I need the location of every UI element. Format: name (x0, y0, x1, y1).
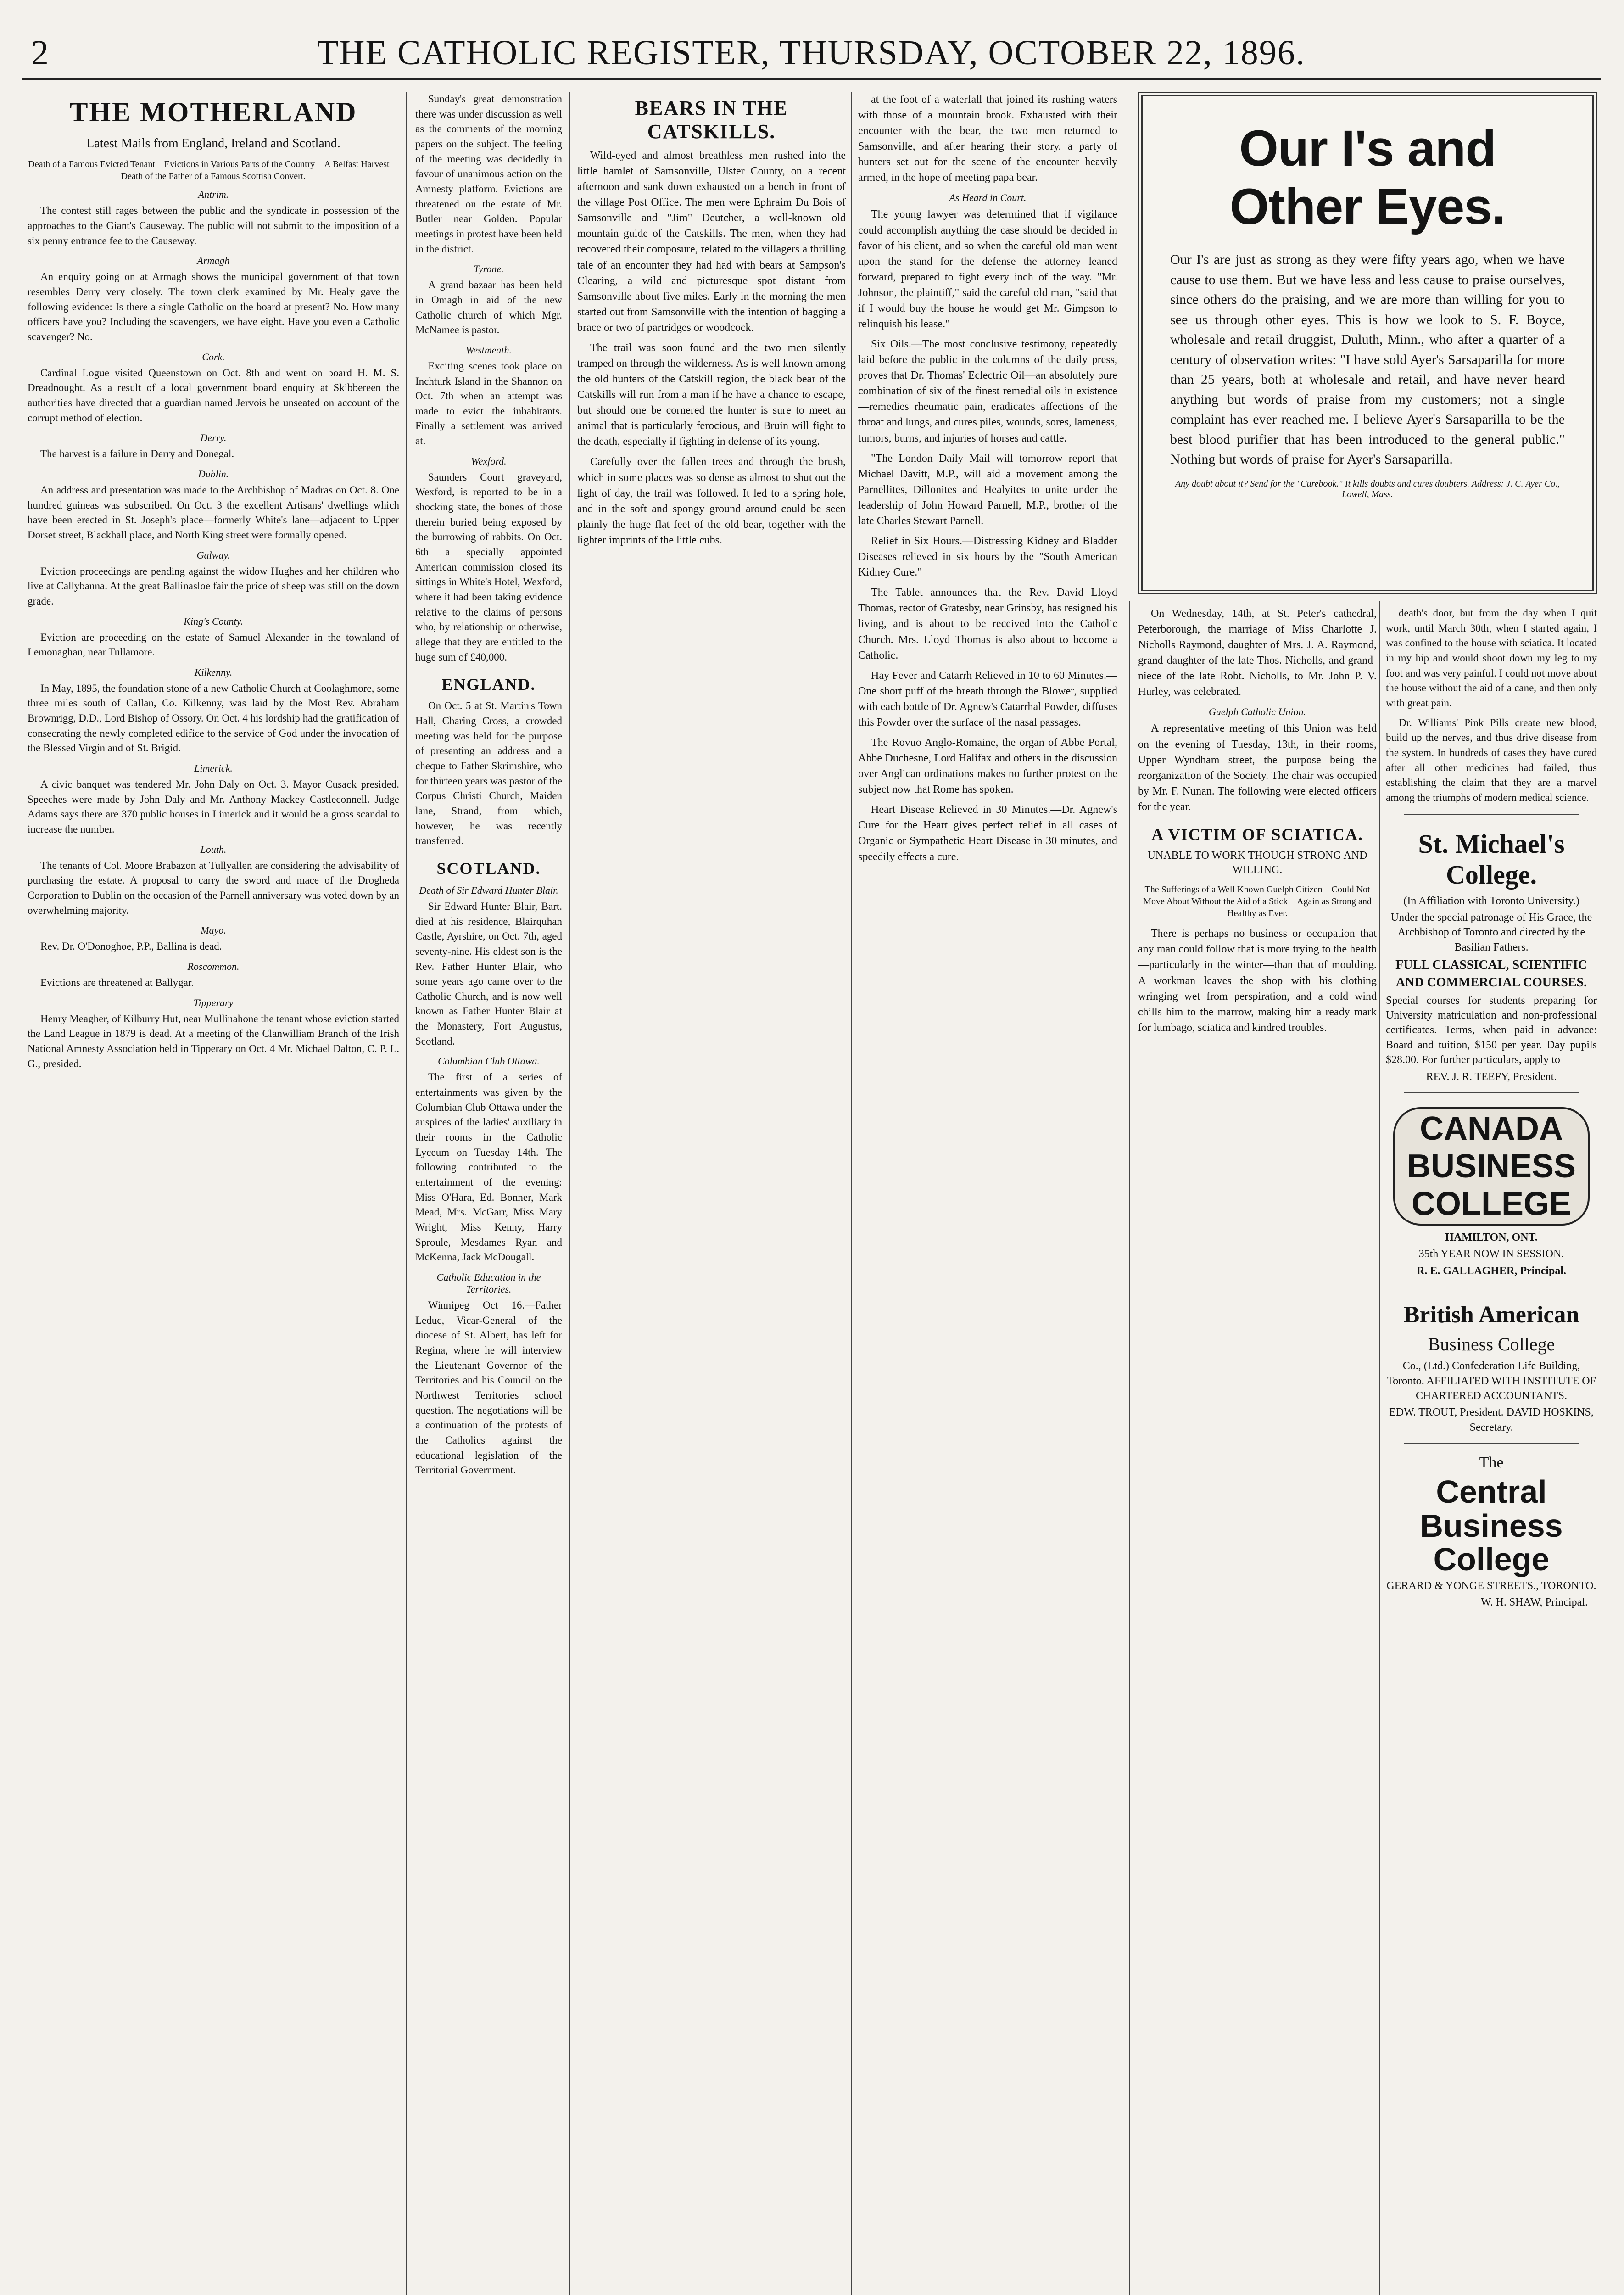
central-address: GERARD & YONGE STREETS., TORONTO. (1386, 1579, 1596, 1592)
masthead (22, 28, 1601, 80)
bears-heading: BEARS IN THE CATSKILLS. (635, 97, 788, 143)
st-michaels-patronage: Under the special patronage of His Grace, the Archbishop of Toronto and directed by the Basilian Fathers. (1390, 911, 1592, 953)
section-text: Rev. Dr. O'Donoghoe, P.P., Ballina is dead. (40, 940, 222, 952)
section-place: Limerick. (194, 762, 233, 774)
motherland-deck: Latest Mails from England, Ireland and Scotland. (86, 136, 340, 151)
union-text: A representative meeting of this Union was held on the evening of Tuesday, 13th, in their rooms, Upper Wyndham street, the purpose being the reorganization of the Society. The chair was occupied by Mr. F. Nunan. The following were elected officers for the year. (1138, 722, 1377, 813)
canada-year: 35th YEAR NOW IN SESSION. (1418, 1248, 1564, 1260)
territories-subhead: Catholic Education in the Territories. (436, 1271, 541, 1295)
scotland-subhead: Death of Sir Edward Hunter Blair. (419, 884, 558, 896)
section-text: The contest still rages between the public and the syndicate in possession of the approaches to the Giant's Causeway. The public will not submit to the imposition of a six penny entrance fee to the Causeway. (28, 205, 399, 246)
hay-text: Hay Fever and Catarrh Relieved in 10 to 60 Minutes.—One short puff of the breath through the Blower, supplied with each bottle of Dr. Agnew's Catarrhal Powder, diffuses this Powder over the surface of the nasal passages. (858, 669, 1117, 728)
england-text: On Oct. 5 at St. Martin's Town Hall, Charing Cross, a crowded meeting was held for the purpose of presenting an address and a cheque to Father Skrimshire, who for thirteen years was pastor of the Corpus Christi Church, Maiden lane, Strand, from which, however, he was recently transferred. (415, 700, 562, 847)
section-text: In May, 1895, the foundation stone of a new Catholic Church at Coolaghmore, some three miles south of Callan, Co. Kilkenny, was laid by the Most Rev. Abraham Brownrigg, D.D., Lord Bishop of Ossory. On Oct. 4 his lordship had the gratification of consecrating the newly completed edifice to the service of God under the invocation of the Blessed Virgin and of St. Brigid. (28, 682, 399, 754)
st-michaels-terms: Special courses for students preparing for University matriculation and non-professional certificates. Terms, when paid in advance: Board and tuition, $150 per year. Day pupils $28.00. For further particulars, apply to (1386, 994, 1597, 1066)
section-place: Tipperary (193, 996, 234, 1008)
england-heading: ENGLAND. (441, 675, 536, 694)
ayer-advertisement (1138, 92, 1597, 594)
court-subhead: As Heard in Court. (949, 192, 1027, 204)
wedding-text: On Wednesday, 14th, at St. Peter's cathedral, Peterborough, the marriage of Miss Charlotte J. Nicholls Raymond, daughter of Mrs. J. A. Raymond, grand-daughter of the late Thos. Nicholls, and grand-niece of the late Robt. Nicholls, to Mr. John P. V. Hurley, was celebrated. (1138, 608, 1377, 698)
bears-text: Wild-eyed and almost breathless men rushed into the little hamlet of Samsonville, Ulster County, on a recent afternoon and sank down exhausted on a bench in front of the village Post Office. The men were Ephraim Du Bois of Samsonville and "Jim" Deutcher, a well-known old mountain guide of the Catskills. The men, when they had recovered their composure, related to the villagers a thrilling tale of an encounter they had had with bears at Sampson's Clearing, a wild and picturesque spot distant from Samsonville about five miles. Early in the morning the men started out from Samsonville with the intention of bagging a brace or two of partridges or woodcock. (577, 150, 846, 334)
divider (1404, 1092, 1579, 1093)
british-american-ad (1386, 1301, 1597, 1435)
col2-sections (415, 263, 562, 665)
column-rule (1379, 601, 1380, 2295)
bears-text: The trail was soon found and the two men silently tramped on through the wilderness. As is well known among the old hunters of the Catskill region, the black bear of the Catskills will run from a man if he have a chance to escape, but should one be cornered the hunter is sure to meet an animal that is particularly ferocious, and Bruin will fight to the death, especially if fighting in defense of its young. (577, 341, 846, 448)
victim-heading: A VICTIM OF SCIATICA. (1151, 825, 1363, 844)
british-american-title: British American (1403, 1302, 1579, 1328)
oils-text: Six Oils.—The most conclusive testimony, repeatedly laid before the public in the columns of the daily press, proves that Dr. Thomas' Eclectric Oil—an absolutely pure combination of six of the finest remedial oils in existence—remedies rheumatic pain, eradicates affections of the throat and lungs, and cures piles, wounds, sores, lameness, tumors, burns, and injuries of horses and cattle. (858, 338, 1117, 444)
section-place: Antrim. (198, 189, 229, 201)
section-text: Eviction proceedings are pending against the widow Hughes and her children who live at Callybanna. At the great Ballinasloe fair the price of sheep was still on the down grade. (28, 565, 399, 607)
bears-column (577, 92, 846, 2295)
article-text: Sunday's great demonstration there was under discussion as well as the comments of the morning papers on the subject. The feeling of the meeting was decidedly in favour of unanimous action on the Amnesty platform. Evictions are threatened on the estate of Mr. Butler near Golden. Popular meetings in protest have been held in the district. (415, 93, 562, 255)
section-place: Galway. (196, 549, 230, 561)
scotland-heading: SCOTLAND. (436, 859, 541, 878)
section-place: Derry. (200, 432, 227, 444)
canada-business-college-ad (1386, 1107, 1597, 1278)
bears-continued: at the foot of a waterfall that joined its rushing waters with those of a mountain brook. Exhausted with their encounter with the bear, the two men returned to Samsonville, and after hearing their story, a party of hunters set out for the scene of the encounter heavily armed, in the hope of meeting papa bear. (858, 94, 1117, 184)
central-the: The (1479, 1454, 1504, 1472)
british-american-subtitle: Business College (1428, 1334, 1555, 1355)
territories-text: Winnipeg Oct 16.—Father Leduc, Vicar-General of the diocese of St. Albert, has left for Regina, where he will interview the Lieutenant Governor of the Territories and his Council on the Northwest Territories school question. The negotiations will be a continuation of the protests of the Catholics against the educational legislation of the Territorial Government. (415, 1299, 562, 1476)
column-rule (851, 92, 852, 2295)
pinkpills-text: Dr. Williams' Pink Pills create new blood, build up the nerves, and thus drive disease from the system. In hundreds of cases they have cured after all other medicines had failed, thus establishing the claim that they are a marvel among the triumphs of modern medical science. (1386, 716, 1597, 803)
canada-business-college-logo: CANADA BUSINESS COLLEGE (1393, 1107, 1590, 1226)
section-place: Tyrone. (474, 263, 504, 275)
section-text: The harvest is a failure in Derry and Donegal. (40, 448, 234, 460)
st-michaels-signature: REV. J. R. TEEFY, President. (1426, 1070, 1557, 1083)
section-text: Evictions are threatened at Ballygar. (40, 977, 194, 989)
motherland-summary: Death of a Famous Evicted Tenant—Evictions in Various Parts of the Country—A Belfast Harvest—Death of the Father of a Famous Scottish Convert. (28, 159, 399, 182)
section-place: Cork. (202, 351, 225, 363)
section-text: An address and presentation was made to the Archbishop of Madras on Oct. 8. One hundred guineas was subscribed. On Oct. 3 the excellent Artisans' dwellings which have been erected in St. Joseph's place—formerly White's lane—adjacent to Upper Dorset street, Blackhall place, and North King street were formally opened. (28, 484, 399, 541)
testimony-text: death's door, but from the day when I quit work, until March 30th, when I started again, I was confined to the house with sciatica. It located in my hip and would shoot down my leg to my foot and was very painful. I could not move about the house without the aid of a cane, and then only with great pain. (1386, 607, 1597, 709)
section-text: A civic banquet was tendered Mr. John Daly on Oct. 3. Mayor Cusack presided. Speeches were made by John Daly and Mr. Anthony Mackey Castleconnell. Judge Adams says there are 370 public houses in Limerick and it would be a gross scandal to increase the number. (28, 778, 399, 835)
section-place: Wexford. (471, 455, 507, 467)
news-column-2 (415, 92, 562, 2295)
news-column-5 (1138, 606, 1377, 2295)
canada-signature: R. E. GALLAGHER, Principal. (1416, 1265, 1567, 1277)
motherland-heading: THE MOTHERLAND (69, 97, 357, 127)
scotland-text: Sir Edward Hunter Blair, Bart. died at his residence, Blairquhan Castle, Ayrshire, on Oct. 7th, aged seventy-nine. His eldest son is the Rev. Father Hunter Blair, who some years ago came over to the Catholic Church, and is now well known as Father Hunter Blair at the Monastery, Fort Augustus, Scotland. (415, 900, 562, 1047)
british-american-line: Co., (Ltd.) Confederation Life Building, Toronto. AFFILIATED WITH INSTITUTE OF CHARTERED ACCOUNTANTS. (1387, 1360, 1596, 1402)
mail-text: "The London Daily Mail will tomorrow report that Michael Davitt, M.P., will aid a movement among the Parnellites, Dillonites and Healyites to unite under the leadership of John Howard Parnell, M.P., brother of the late Charles Stewart Parnell. (858, 452, 1117, 527)
news-column-6 (1386, 606, 1597, 2295)
section-text: The tenants of Col. Moore Brabazon at Tullyallen are considering the advisability of purchasing the estate. A proposal to carry the sword and mace of the Drogheda Corporation to Dublin on the occasion of the Parnell anniversary was voted down by an overwhelming majority. (28, 859, 399, 916)
ad-footer: Any doubt about it? Send for the "Curebook." It kills doubts and cures doubters. Address: J. C. Ayer Co., Lowell, Mass. (1175, 478, 1560, 499)
ad-body: Our I's are just as strong as they were fifty years ago, when we have cause to use them. But we have less and less cause to praise ourselves, since others do the praising, and we are more than willing for you to see us through other eyes. This is how we look to S. F. Boyce, wholesale and retail druggist, Duluth, Minn., who after a quarter of a century of observation writes: "I have sold Ayer's Sarsaparilla for more than 25 years, both at wholesale and retail, and have never heard anything but words of praise from my customers; not a single complaint has ever reached me. I believe Ayer's Sarsaparilla to be the best blood purifier that has been introduced to the general public." Nothing but words of praise for Ayer's Sarsaparilla. (1170, 252, 1565, 467)
revue-text: The Rovuo Anglo-Romaine, the organ of Abbe Portal, Abbe Duchesne, Lord Halifax and others in the discussion over Anglican ordinations makes no further protest on the subject now that Rome has spoken. (858, 736, 1117, 796)
union-subhead: Guelph Catholic Union. (1208, 706, 1306, 718)
section-place: King's County. (184, 615, 243, 627)
st-michaels-ad (1386, 828, 1597, 1085)
victim-subhead: The Sufferings of a Well Known Guelph Citizen—Could Not Move About Without the Aid of a Stick—Again as Strong and Healthy as Ever. (1143, 884, 1372, 919)
news-column-4 (858, 92, 1117, 2295)
st-michaels-title: St. Michael's College. (1418, 828, 1565, 890)
section-text: Saunders Court graveyard, Wexford, is reported to be in a shocking state, the bones of those therein buried being exposed by the burrowing of rabbits. On Oct. 6th a specially appointed American commission closed its sittings in White's Hotel, Wexford, where it had been taking evidence relative to the claims of persons who, by relationship or otherwise, allege that they are entitled to the huge sum of £40,000. (415, 471, 562, 663)
section-place: Westmeath. (465, 344, 512, 356)
court-text: The young lawyer was determined that if vigilance could accomplish anything the case should be decided in favor of his client, and so when the careful old man went upon the stand for the defense the attorney leaned forward, prepared to fight every inch of the way. "Mr. Johnson, the plaintiff," said the careful old man, "said that if I would buy the house he would get Mr. Gimpson to relinquish his lease." (858, 208, 1117, 330)
st-michaels-courses: FULL CLASSICAL, SCIENTIFIC AND COMMERCIAL COURSES. (1395, 958, 1587, 990)
section-place: Armagh (197, 255, 230, 267)
central-title: Central Business College (1420, 1474, 1563, 1578)
motherland-sections (28, 189, 399, 1071)
section-place: Kilkenny. (194, 666, 233, 678)
divider (1404, 814, 1579, 815)
section-text: Cardinal Logue visited Queenstown on Oct. 8th and went on board H. M. S. Dreadnought. As a result of a local government board enquiry at Skibbereen the authorities have directed that a guardian named Jervois be unseated on account of the corrupt method of election. (28, 367, 399, 424)
central-business-college-ad (1386, 1452, 1597, 1610)
club-subhead: Columbian Club Ottawa. (438, 1055, 540, 1067)
motherland-column (28, 92, 399, 2295)
section-place: Dublin. (198, 468, 229, 480)
bears-text: Carefully over the fallen trees and through the brush, which in some places was so dense as almost to shut out the light of day, the trail was followed. It led to a spring hole, and in the soft and spongy ground around could be seen plainly the huge flat feet of the old bear, together with the lighter imprints of the little cubs. (577, 456, 846, 546)
section-place: Roscommon. (187, 961, 240, 973)
canada-city: HAMILTON, ONT. (1445, 1231, 1538, 1244)
british-american-signature: EDW. TROUT, President. DAVID HOSKINS, Secretary. (1389, 1406, 1594, 1433)
relief-text: Relief in Six Hours.—Distressing Kidney and Bladder Diseases relieved in six hours by the "South American Kidney Cure." (858, 535, 1117, 579)
column-rule (569, 92, 570, 2295)
newspaper-title: THE CATHOLIC REGISTER, THURSDAY, OCTOBER 22, 1896. (317, 34, 1306, 72)
section-place: Mayo. (201, 924, 226, 936)
central-signature: W. H. SHAW, Principal. (1481, 1596, 1588, 1608)
section-place: Louth. (200, 843, 227, 855)
victim-deck: UNABLE TO WORK THOUGH STRONG AND WILLING. (1147, 849, 1367, 876)
heart-text: Heart Disease Relieved in 30 Minutes.—Dr. Agnew's Cure for the Heart gives perfect relief in all cases of Organic or Sympathetic Heart Disease in 30 minutes, and speedily effects a cure. (858, 804, 1117, 863)
section-text: Exciting scenes took place on Inchturk Island in the Shannon on Oct. 7th when an attempt was made to evict the inhabitants. Finally a settlement was arrived at. (415, 360, 562, 447)
ad-title: Our I's and Other Eyes. (1229, 120, 1506, 235)
club-text: The first of a series of entertainments was given by the Columbian Club Ottawa under the auspices of the ladies' auxiliary in their rooms in the Catholic Lyceum on Tuesday 14th. The following contributed to the entertainment of the evening: Miss O'Hara, Ed. Bonner, Mark Mead, Mrs. McGarr, Miss Mary Wright, Miss Kenny, Harry Sproule, Mesdames Ryan and McKenna, Jack McDougall. (415, 1071, 562, 1263)
victim-text: There is perhaps no business or occupation that any man could follow that is more trying to the health—particularly in the winter—than that of moulding. A workman leaves the shop with his clothing wringing wet from perspiration, and a cold wind chills him to the marrow, making him a ready mark for lumbago, sciatica and kindred troubles. (1138, 928, 1377, 1034)
column-rule (406, 92, 407, 2295)
section-text: An enquiry going on at Armagh shows the municipal government of that town resembles Derry very closely. The town clerk examined by Mr. Healy gave the following evidence: Is there a single Catholic on the board at present? No. How many officers have you? Including the scavengers, we have eight. Have you even a Catholic scavenger? No. (28, 271, 399, 342)
page-number: 2 (31, 34, 50, 72)
section-text: A grand bazaar has been held in Omagh in aid of the new Catholic church of which Mgr. McNamee is pastor. (415, 279, 562, 336)
section-text: Henry Meagher, of Kilburry Hut, near Mullinahone the tenant whose eviction started the Land League in 1879 is dead. At a meeting of the Clanwilliam Branch of the Irish National Amnesty Association held in Tipperary on Oct. 4 Mr. Michael Dalton, C. P. L. G., presided. (28, 1013, 399, 1069)
st-michaels-affiliation: (In Affiliation with Toronto University.) (1403, 895, 1579, 907)
section-text: Eviction are proceeding on the estate of Samuel Alexander in the townland of Lemonaghan, near Tullamore. (28, 631, 399, 658)
column-rule (1129, 601, 1130, 2295)
tablet-text: The Tablet announces that the Rev. David Lloyd Thomas, rector of Gratesby, near Grinsby, has resigned his living, and is about to be received into the Catholic Church. Mrs. Lloyd Thomas is also about to become a Catholic. (858, 587, 1117, 661)
divider (1404, 1443, 1579, 1444)
